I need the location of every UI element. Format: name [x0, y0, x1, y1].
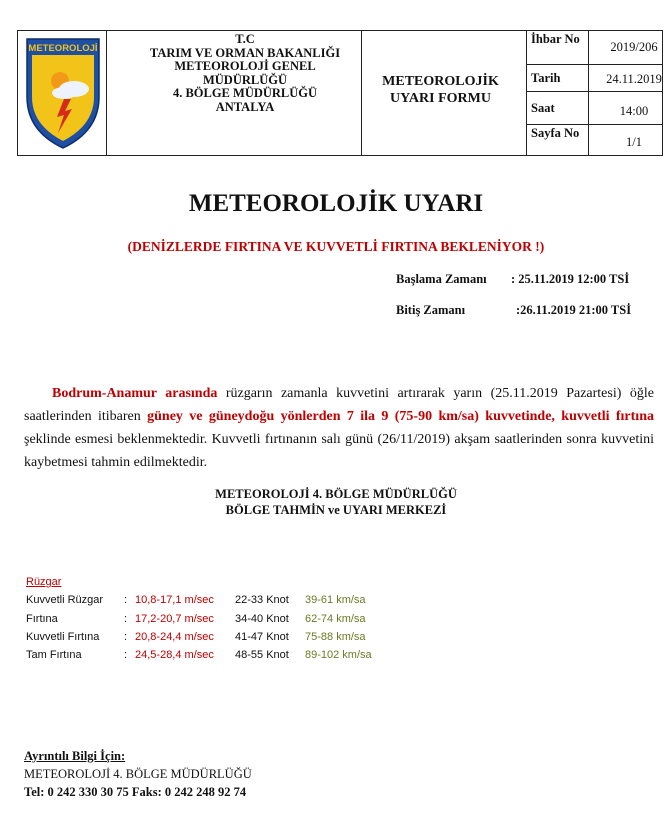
organization-name: T.C TARIM VE ORMAN BAKANLIĞI METEOROLOJİ GENEL MÜDÜRLÜĞÜ 4. BÖLGE MÜDÜRLÜĞÜ ANTALYA: [149, 32, 341, 114]
footer-org: METEOROLOJİ 4. BÖLGE MÜDÜRLÜĞÜ: [24, 767, 252, 781]
footer-contact: Tel: 0 242 330 30 75 Faks: 0 242 248 92 74: [24, 785, 247, 799]
footer-heading: Ayrıntılı Bilgi İçin:: [24, 749, 126, 763]
divider: [526, 31, 527, 155]
warning-body: Bodrum-Anamur arasında rüzgarın zamanla kuvvetini artırarak yarın (25.11.2019 Pazartesi) öğle saatlerinden itibaren güney ve güneydoğu yönlerden 7 ila 9 (75-90 km/sa) kuvvetinde, kuvvetli fırtına şeklinde esmesi beklenmektedir. Kuvvetli fırtınanın salı günü (26/11/2019) akşam saatlerinden sonra kuvvetini kaybetmesi tahmin edilmektedir.: [24, 386, 654, 470]
divider: [526, 124, 663, 125]
notice-no-value: 2019/206: [610, 40, 658, 54]
end-time-label: Bitiş Zamanı: [396, 303, 466, 317]
wind-heading: Rüzgar: [26, 576, 62, 588]
logo-text: METEOROLOJİ: [28, 43, 98, 54]
start-time-label: Başlama Zamanı: [396, 272, 487, 286]
document-title: METEOROLOJİK UYARI: [188, 190, 484, 217]
header-table: [17, 30, 663, 156]
page-no-label: Sayfa No: [531, 126, 580, 140]
date-label: Tarih: [531, 71, 561, 85]
center-org-line-2: BÖLGE TAHMİN ve UYARI MERKEZİ: [225, 503, 447, 517]
start-time-value: : 25.11.2019 12:00 TSİ: [511, 272, 630, 286]
form-title: METEOROLOJİK UYARI FORMU: [382, 74, 499, 106]
meteoroloji-logo: [24, 35, 102, 151]
warning-subtitle: (DENİZLERDE FIRTINA VE KUVVETLİ FIRTINA BEKLENİYOR !): [127, 239, 545, 254]
end-time-value: :26.11.2019 21:00 TSİ: [516, 303, 632, 317]
divider: [526, 64, 663, 65]
notice-no-label: İhbar No: [531, 32, 580, 46]
divider: [106, 31, 107, 155]
page-no-value: 1/1: [626, 135, 642, 149]
date-value: 24.11.2019: [606, 72, 662, 86]
time-value: 14:00: [619, 104, 649, 118]
divider: [526, 91, 663, 92]
time-label: Saat: [531, 101, 555, 115]
center-org-line-1: METEOROLOJİ 4. BÖLGE MÜDÜRLÜĞÜ: [215, 487, 457, 501]
